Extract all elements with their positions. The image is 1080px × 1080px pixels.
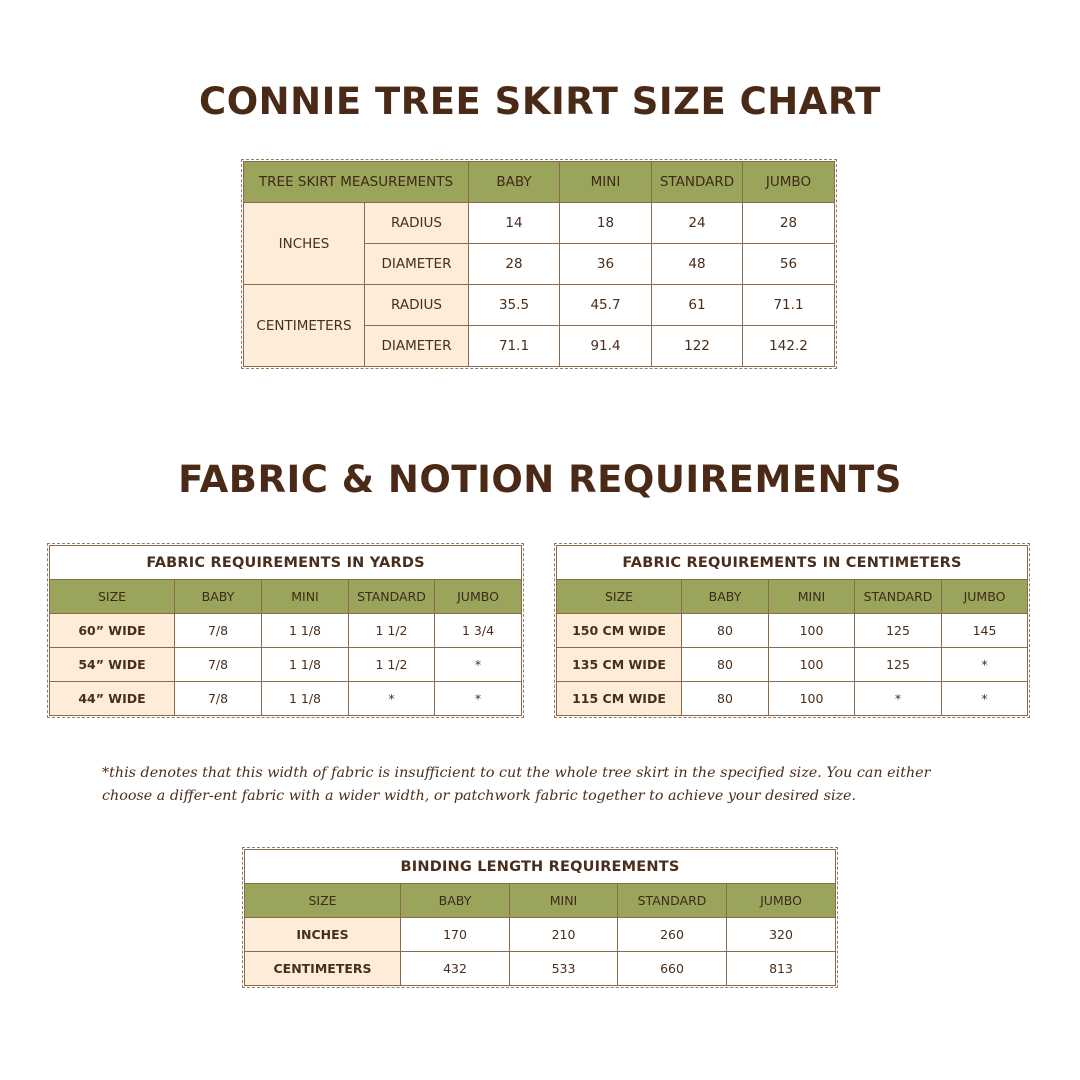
column-header-jumbo: JUMBO: [942, 580, 1028, 614]
column-header-baby: BABY: [175, 580, 262, 614]
table-cell: 7/8: [175, 648, 262, 682]
row-label: CENTIMETERS: [245, 952, 401, 986]
table-cell: 71.1: [469, 326, 560, 367]
table-cell: 1 1/8: [262, 682, 349, 716]
table-cell: 1 1/8: [262, 648, 349, 682]
table-row: [50, 614, 522, 648]
column-header-standard: STANDARD: [652, 162, 743, 203]
requirements-title: FABRIC & NOTION REQUIREMENTS: [178, 458, 902, 501]
row-label: 60” WIDE: [50, 614, 175, 648]
table-cell: *: [942, 682, 1028, 716]
column-header-size: SIZE: [557, 580, 682, 614]
table-cell: 125: [855, 614, 942, 648]
table-cell: 142.2: [743, 326, 835, 367]
fabric-yards-caption: FABRIC REQUIREMENTS IN YARDS: [50, 546, 522, 580]
fabric-yards-table: [49, 545, 522, 716]
table-cell: 80: [682, 648, 769, 682]
column-header-jumbo: JUMBO: [727, 884, 836, 918]
table-cell: *: [349, 682, 435, 716]
table-cell: 7/8: [175, 682, 262, 716]
table-cell: 210: [510, 918, 618, 952]
size-chart-table: [243, 161, 835, 367]
column-header-standard: STANDARD: [618, 884, 727, 918]
group-label-inches: INCHES: [244, 203, 365, 285]
column-header-baby: BABY: [401, 884, 510, 918]
binding-caption: BINDING LENGTH REQUIREMENTS: [245, 850, 836, 884]
fabric-centimeters-table: [556, 545, 1028, 716]
row-label: 150 CM WIDE: [557, 614, 682, 648]
table-cell: 28: [743, 203, 835, 244]
table-row: [245, 952, 836, 986]
binding-length-table: [244, 849, 836, 986]
column-header-baby: BABY: [469, 162, 560, 203]
table-cell: 660: [618, 952, 727, 986]
column-header-standard: STANDARD: [349, 580, 435, 614]
row-label: 54” WIDE: [50, 648, 175, 682]
table-cell: 80: [682, 614, 769, 648]
column-header-jumbo: JUMBO: [435, 580, 522, 614]
table-row: [50, 682, 522, 716]
insufficient-width-note: *this denotes that this width of fabric is insufficient to cut the whole tree skirt in the specified size. You can either choose a differ-ent fabric with a wider width, or patchwork fabric together to achieve your desired size.: [102, 765, 931, 804]
table-cell: *: [942, 648, 1028, 682]
fabric-centimeters-header-row: [557, 580, 1028, 614]
table-cell: 432: [401, 952, 510, 986]
table-cell: 91.4: [560, 326, 652, 367]
table-row: [50, 648, 522, 682]
table-cell: *: [435, 648, 522, 682]
table-cell: 813: [727, 952, 836, 986]
table-cell: 7/8: [175, 614, 262, 648]
table-cell: 56: [743, 244, 835, 285]
size-chart-corner-label: TREE SKIRT MEASUREMENTS: [244, 162, 469, 203]
table-row: [557, 648, 1028, 682]
table-row: [244, 285, 835, 326]
size-chart-header-row: [244, 162, 835, 203]
row-label-diameter: DIAMETER: [365, 244, 469, 285]
binding-header-row: [245, 884, 836, 918]
column-header-standard: STANDARD: [855, 580, 942, 614]
column-header-mini: MINI: [510, 884, 618, 918]
table-cell: 1 1/2: [349, 648, 435, 682]
table-cell: *: [855, 682, 942, 716]
table-cell: 18: [560, 203, 652, 244]
table-cell: 1 1/8: [262, 614, 349, 648]
table-cell: 48: [652, 244, 743, 285]
column-header-jumbo: JUMBO: [743, 162, 835, 203]
table-cell: 24: [652, 203, 743, 244]
row-label: 115 CM WIDE: [557, 682, 682, 716]
fabric-yards-header-row: [50, 580, 522, 614]
table-cell: 80: [682, 682, 769, 716]
table-cell: 36: [560, 244, 652, 285]
table-cell: 170: [401, 918, 510, 952]
table-cell: 100: [769, 682, 855, 716]
row-label-radius: RADIUS: [365, 203, 469, 244]
table-row: [557, 614, 1028, 648]
table-cell: 100: [769, 614, 855, 648]
table-cell: 71.1: [743, 285, 835, 326]
column-header-size: SIZE: [50, 580, 175, 614]
row-label-diameter: DIAMETER: [365, 326, 469, 367]
table-cell: *: [435, 682, 522, 716]
size-chart-title: CONNIE TREE SKIRT SIZE CHART: [199, 80, 881, 123]
table-cell: 100: [769, 648, 855, 682]
table-cell: 320: [727, 918, 836, 952]
column-header-size: SIZE: [245, 884, 401, 918]
table-cell: 1 1/2: [349, 614, 435, 648]
table-cell: 28: [469, 244, 560, 285]
column-header-mini: MINI: [560, 162, 652, 203]
table-row: [557, 682, 1028, 716]
row-label: 135 CM WIDE: [557, 648, 682, 682]
table-cell: 1 3/4: [435, 614, 522, 648]
table-cell: 145: [942, 614, 1028, 648]
fabric-centimeters-caption: FABRIC REQUIREMENTS IN CENTIMETERS: [557, 546, 1028, 580]
table-cell: 35.5: [469, 285, 560, 326]
table-row: [245, 918, 836, 952]
row-label-radius: RADIUS: [365, 285, 469, 326]
table-cell: 122: [652, 326, 743, 367]
table-row: [244, 203, 835, 244]
column-header-mini: MINI: [262, 580, 349, 614]
table-cell: 260: [618, 918, 727, 952]
column-header-mini: MINI: [769, 580, 855, 614]
row-label: 44” WIDE: [50, 682, 175, 716]
table-cell: 14: [469, 203, 560, 244]
row-label: INCHES: [245, 918, 401, 952]
table-cell: 125: [855, 648, 942, 682]
table-cell: 61: [652, 285, 743, 326]
column-header-baby: BABY: [682, 580, 769, 614]
table-cell: 45.7: [560, 285, 652, 326]
group-label-centimeters: CENTIMETERS: [244, 285, 365, 367]
table-cell: 533: [510, 952, 618, 986]
